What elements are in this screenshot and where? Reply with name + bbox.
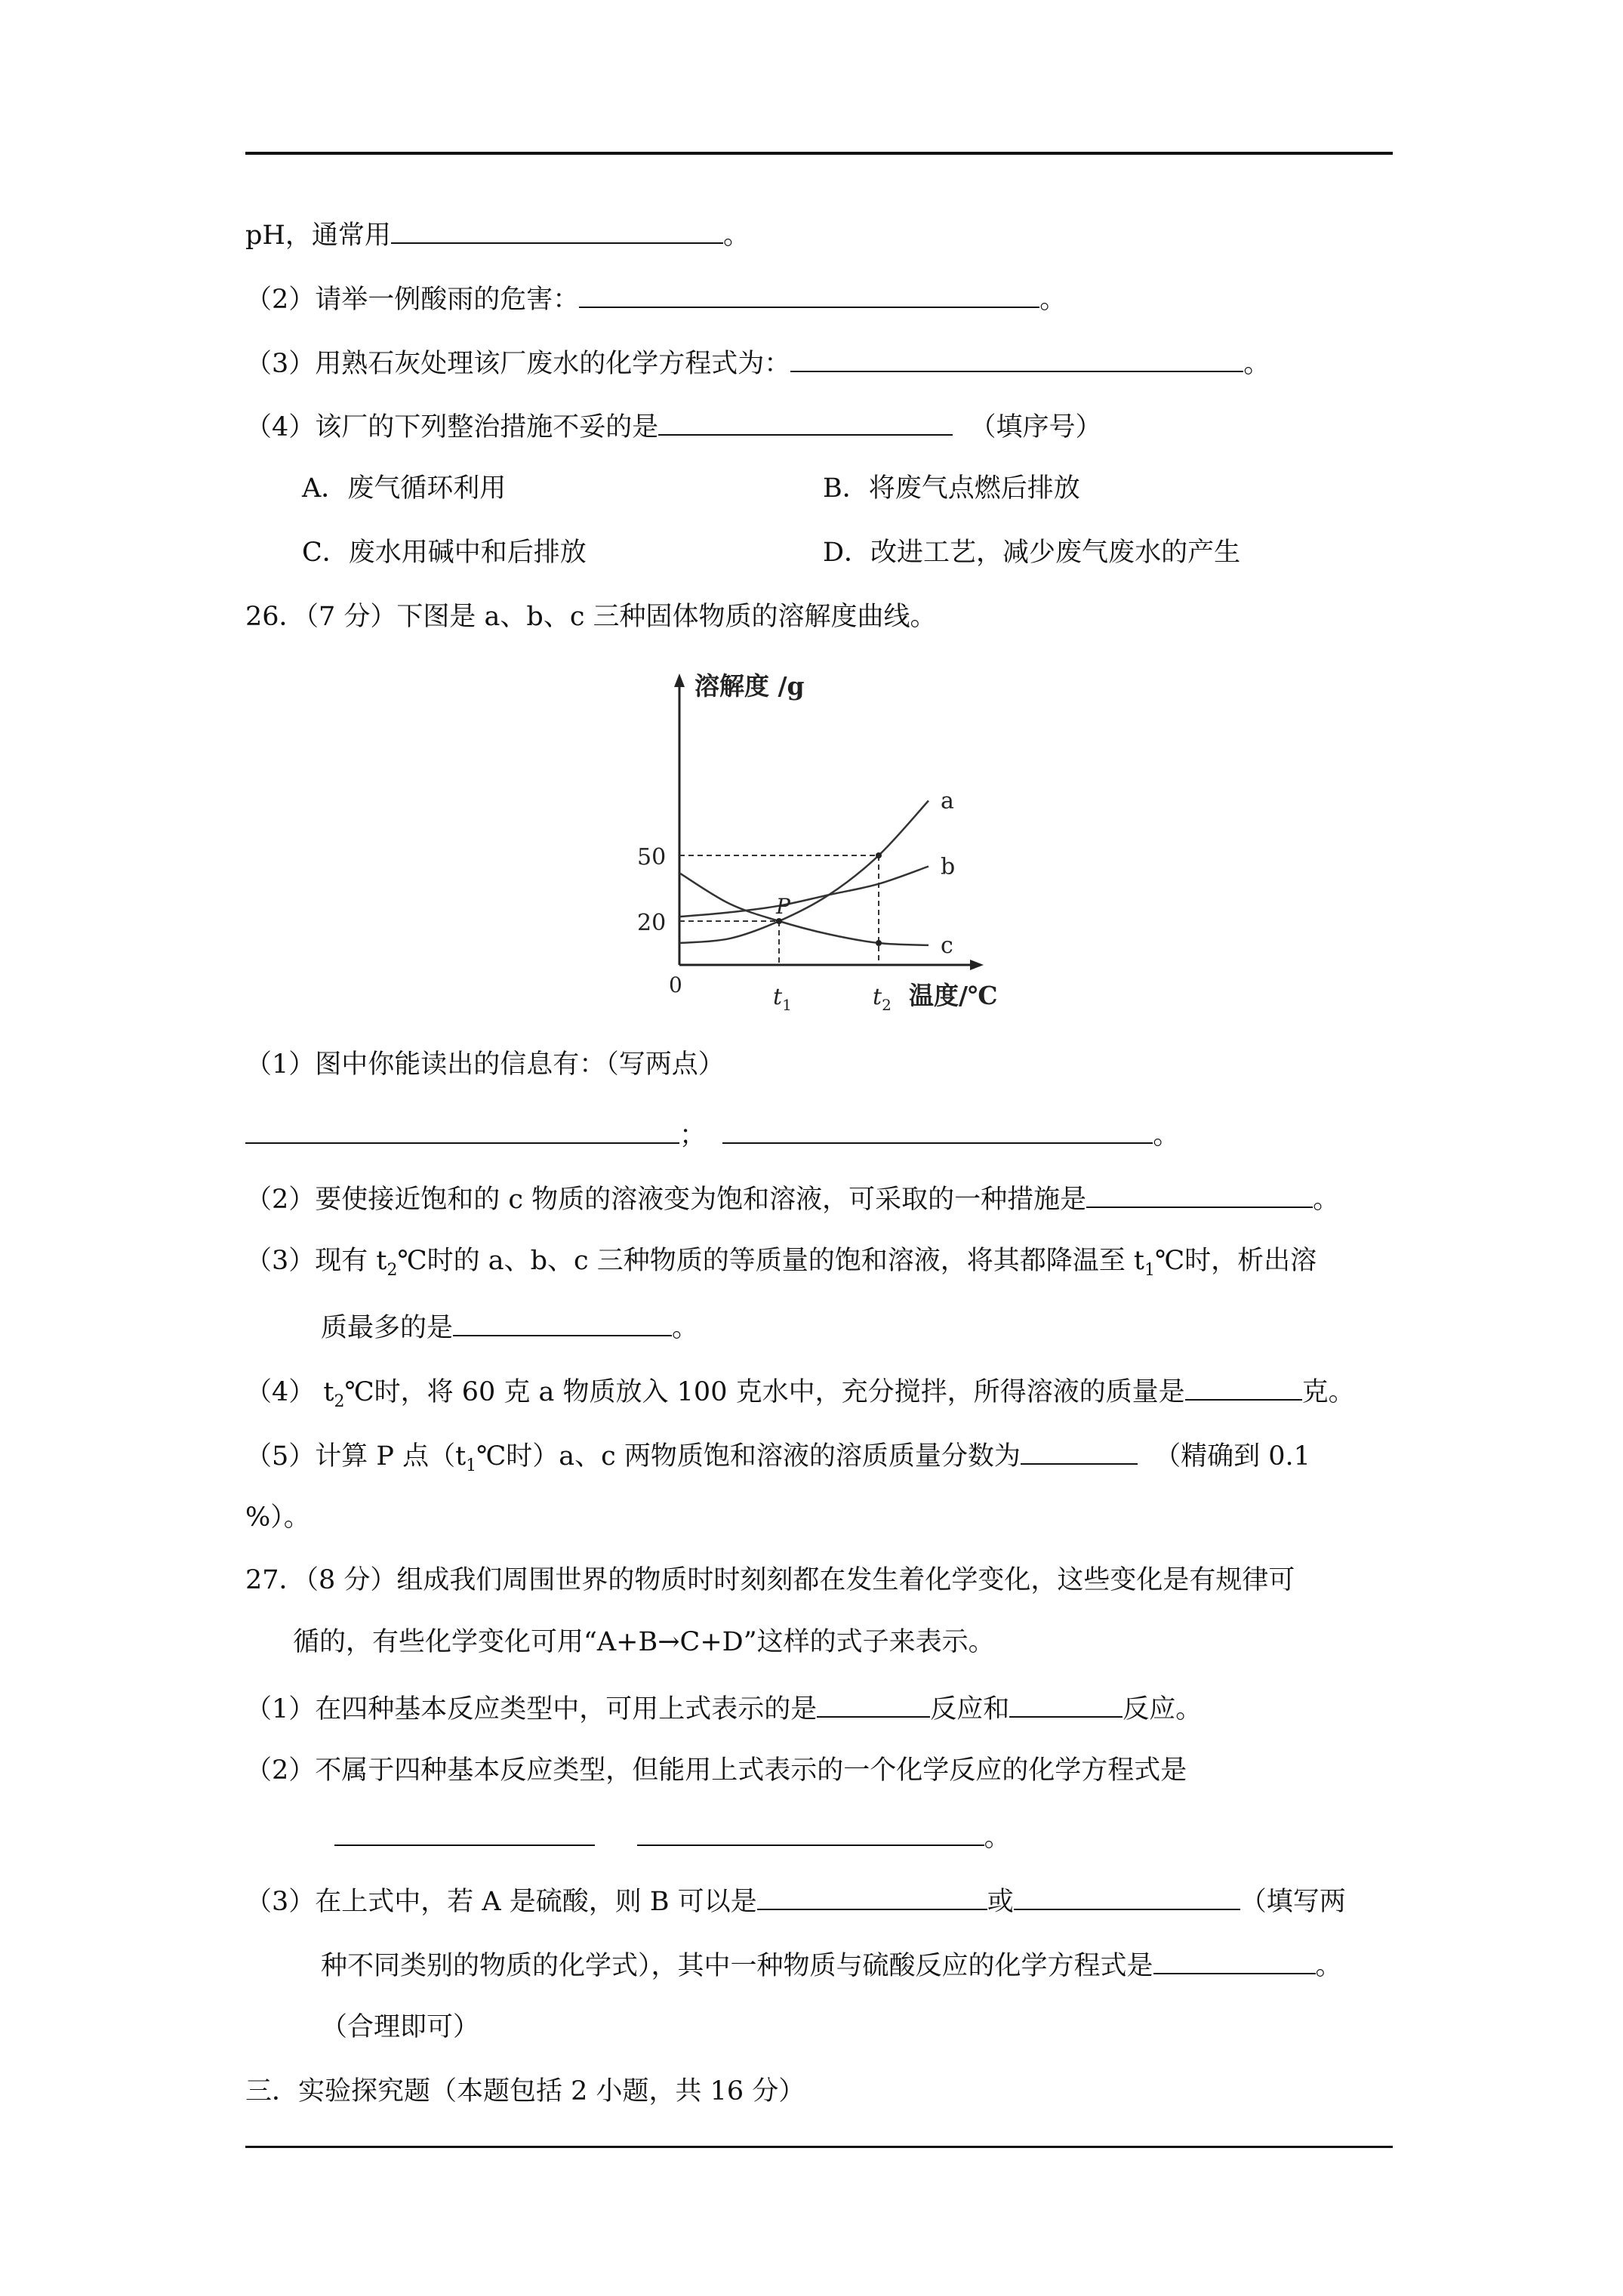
y-tick-20: 20 (637, 910, 667, 936)
q26-sub4: （4） $t_2℃$时，将 60 克 a 物质放入 100 克水中，充分搅拌，所得溶液的质量是 克。 (245, 1370, 1393, 1421)
answer-blank[interactable] (722, 1114, 1153, 1144)
q26-sub3-line2: 质最多的是 。 (321, 1306, 1468, 1347)
answer-blank[interactable] (1009, 1687, 1123, 1718)
y-axis-label: 溶解度 /g (694, 671, 805, 701)
footer-rule (245, 2146, 1393, 2148)
q26-sub1: （1）图中你能读出的信息有：（写两点） (245, 1049, 725, 1080)
option-d: D．改进工艺，减少废气废水的产生 (823, 538, 1241, 568)
q27-sub3-line2: 种不同类别的物质的化学式），其中一种物质与硫酸反应的化学方程式是 。 (321, 1944, 1468, 1985)
q27-title: 27．（8 分）组成我们周围世界的物质时时刻刻都在发生着化学变化，这些变化是有规律可 (245, 1565, 1295, 1595)
x-tick-t2: $t_2$ (873, 984, 892, 1012)
answer-blank[interactable] (334, 1816, 595, 1846)
marker-point-1 (876, 852, 882, 858)
answer-blank[interactable] (790, 342, 1243, 372)
answer-blank[interactable] (245, 1114, 679, 1144)
q26-sub1-answers: ； 。 (245, 1114, 1393, 1154)
q25-sub3: （3）用熟石灰处理该厂废水的化学方程式为： 。 (245, 342, 1393, 383)
q27-sub2: （2）不属于四种基本反应类型，但能用上式表示的一个化学反应的化学方程式是 (245, 1755, 1187, 1786)
q26-sub5-line2: %）。 (245, 1502, 310, 1533)
x-axis-label: 温度/℃ (909, 981, 998, 1010)
answer-blank[interactable] (1185, 1370, 1302, 1401)
q26-sub3: （3）现有 $t_2℃$时的 a、b、c 三种物质的等质量的饱和溶液，将其都降温至 $t_1℃$时，析出溶 (245, 1246, 1317, 1280)
answer-blank[interactable] (1086, 1178, 1313, 1208)
q26-title: 26．（7 分）下图是 a、b、c 三种固体物质的溶解度曲线。 (245, 602, 937, 632)
q26-sub2: （2）要使接近饱和的 c 物质的溶液变为饱和溶液，可采取的一种措施是 。 (245, 1178, 1393, 1219)
y-axis-arrow (674, 673, 685, 687)
marker-point-2 (876, 940, 882, 946)
answer-blank[interactable] (391, 214, 723, 244)
solubility-chart (619, 664, 1012, 1012)
answer-blank[interactable] (658, 405, 953, 436)
answer-blank[interactable] (1021, 1435, 1138, 1465)
q27-sub2-answer: 。 (334, 1816, 1482, 1857)
option-c: C．废水用碱中和后排放 (302, 538, 587, 568)
option-a: A．废气循环利用 (302, 473, 507, 504)
point-label-p: P (776, 894, 790, 919)
answer-blank[interactable] (1153, 1944, 1316, 1974)
header-rule (245, 152, 1393, 155)
q27-sub1: （1）在四种基本反应类型中，可用上式表示的是 反应和 反应。 (245, 1687, 1393, 1728)
answer-blank[interactable] (1014, 1880, 1240, 1910)
q27-sub3-line3: （合理即可） (321, 2012, 480, 2042)
origin-label: 0 (669, 972, 682, 997)
x-axis-arrow (970, 960, 984, 970)
section-3-heading: 三．实验探究题（本题包括 2 小题，共 16 分） (245, 2076, 805, 2106)
answer-blank[interactable] (453, 1306, 672, 1336)
series-label-c: c (941, 932, 953, 959)
answer-blank[interactable] (579, 278, 1039, 308)
series-label-b: b (941, 853, 956, 880)
answer-blank[interactable] (637, 1816, 984, 1846)
q27-title-line2: 循的，有些化学变化可用“A+B→C+D”这样的式子来表示。 (293, 1627, 995, 1657)
q25-sub2: （2）请举一例酸雨的危害： 。 (245, 278, 1393, 319)
q26-sub5: （5）计算 P 点（$t_1℃$时）a、c 两物质饱和溶液的溶质质量分数为 （精确到 0.1 (245, 1435, 1393, 1485)
option-b: B．将废气点燃后排放 (823, 473, 1080, 504)
y-tick-50: 50 (637, 844, 667, 871)
x-tick-t1: $t_1$ (773, 984, 792, 1012)
marker-point-0 (776, 918, 782, 924)
q25-line-ph: pH，通常用 。 (245, 214, 1393, 254)
answer-blank[interactable] (817, 1687, 930, 1718)
series-label-a: a (941, 787, 954, 815)
answer-blank[interactable] (757, 1880, 987, 1910)
q27-sub3: （3）在上式中，若 A 是硫酸，则 B 可以是 或 （填写两 (245, 1880, 1393, 1921)
q25-sub4: （4）该厂的下列整治措施不妥的是 （填序号） (245, 405, 1393, 446)
